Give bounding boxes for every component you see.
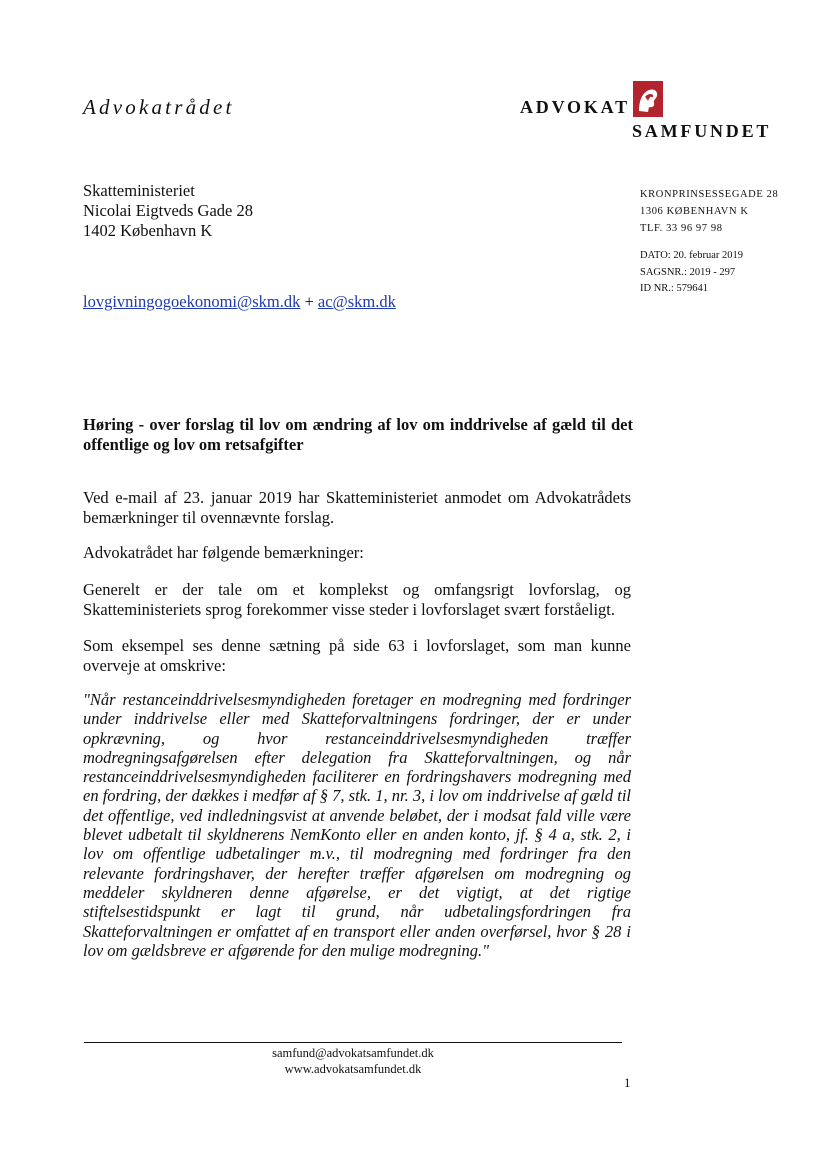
paragraph-remarks-lead: Advokatrådet har følgende bemærkninger:: [83, 543, 364, 562]
email-link-lovgivning[interactable]: lovgivningogoekonomi@skm.dk: [83, 292, 301, 311]
sender-street: KRONPRINSESSEGADE 28: [640, 189, 779, 200]
sender-address: [640, 186, 778, 237]
org-name: Advokatrådet: [83, 95, 235, 119]
recipient-emails: [83, 292, 396, 312]
logo-text-samfundet: SAMFUNDET: [632, 121, 772, 141]
sender-city: 1306 KØBENHAVN K: [640, 206, 749, 217]
page-number: 1: [624, 1075, 631, 1090]
paragraph-general: Generelt er der tale om et komplekst og omfangsrigt lovforslag, og Skatteministeriets sprog forekommer visse steder i lovforslaget svært forståeligt.: [83, 580, 631, 619]
quoted-sentence: "Når restanceinddrivelsesmyndigheden foretager en modregning med fordringer under inddrivelse eller med Skatteforvaltningens fordringer, der er under opkrævning, og hvor restanceinddrivelsesmyndigheden træffer modregningsafgørelsen efter delegation fra Skatteforvaltningen, og når restanceinddrivelsesmyndigheden faciliterer en fordringshavers modregning med en fordring, der dækkes i medfør af § 7, stk. 1, nr. 3, i lov om inddrivelse af gæld til det offentlige, ved indledningsvist at anvende beløbet, der i modsat fald ville være blevet udbetalt til skyldnerens NemKonto eller en anden konto, jf. § 4 a, stk. 2, i lov om offentlige udbetalinger m.v., til modregning med fordringer fra den relevante fordringshaver, der herefter træffer afgørelsen om modregning og meddeler skyldneren denne afgørelse, er det vigtigt, at det rigtige stiftelsestidspunkt er lagt til grund, når udbetalingsfordringen fra Skatteforvaltningen er omfattet af en transport eller anden overførsel, hvor § 28 i lov om gældsbreve er afgørende for den mulige modregning.": [83, 690, 631, 960]
recipient-name: Skatteministeriet: [83, 181, 195, 200]
footer-contact: [84, 1045, 622, 1077]
sender-phone: TLF. 33 96 97 98: [640, 223, 723, 234]
recipient-address: [83, 181, 253, 241]
letter-metadata: [640, 248, 743, 298]
letter-subject: Høring - over forslag til lov om ændring af lov om inddrivelse af gæld til det offentlige og lov om retsafgifter: [83, 415, 633, 454]
footer-email: samfund@advokatsamfundet.dk: [272, 1046, 434, 1060]
email-link-ac[interactable]: ac@skm.dk: [317, 292, 396, 311]
footer-divider: [84, 1042, 622, 1043]
paragraph-intro: Ved e-mail af 23. januar 2019 har Skatteministeriet anmodet om Advokatrådets bemærkninger til ovennævnte forslag.: [83, 488, 631, 527]
recipient-city: 1402 København K: [83, 221, 213, 240]
letter-date: DATO: 20. februar 2019: [640, 250, 744, 261]
advokatsamfundet-logo-icon: [633, 81, 663, 117]
recipient-street: Nicolai Eigtveds Gade 28: [83, 201, 253, 220]
footer-website: www.advokatsamfundet.dk: [284, 1062, 422, 1076]
email-separator: +: [300, 292, 318, 311]
id-number: ID NR.: 579641: [640, 283, 708, 294]
paragraph-example: Som eksempel ses denne sætning på side 63 i lovforslaget, som man kunne overveje at omskrive:: [83, 636, 631, 675]
logo-text-advokat: ADVOKAT: [520, 97, 630, 117]
case-number: SAGSNR.: 2019 - 297: [640, 266, 736, 278]
